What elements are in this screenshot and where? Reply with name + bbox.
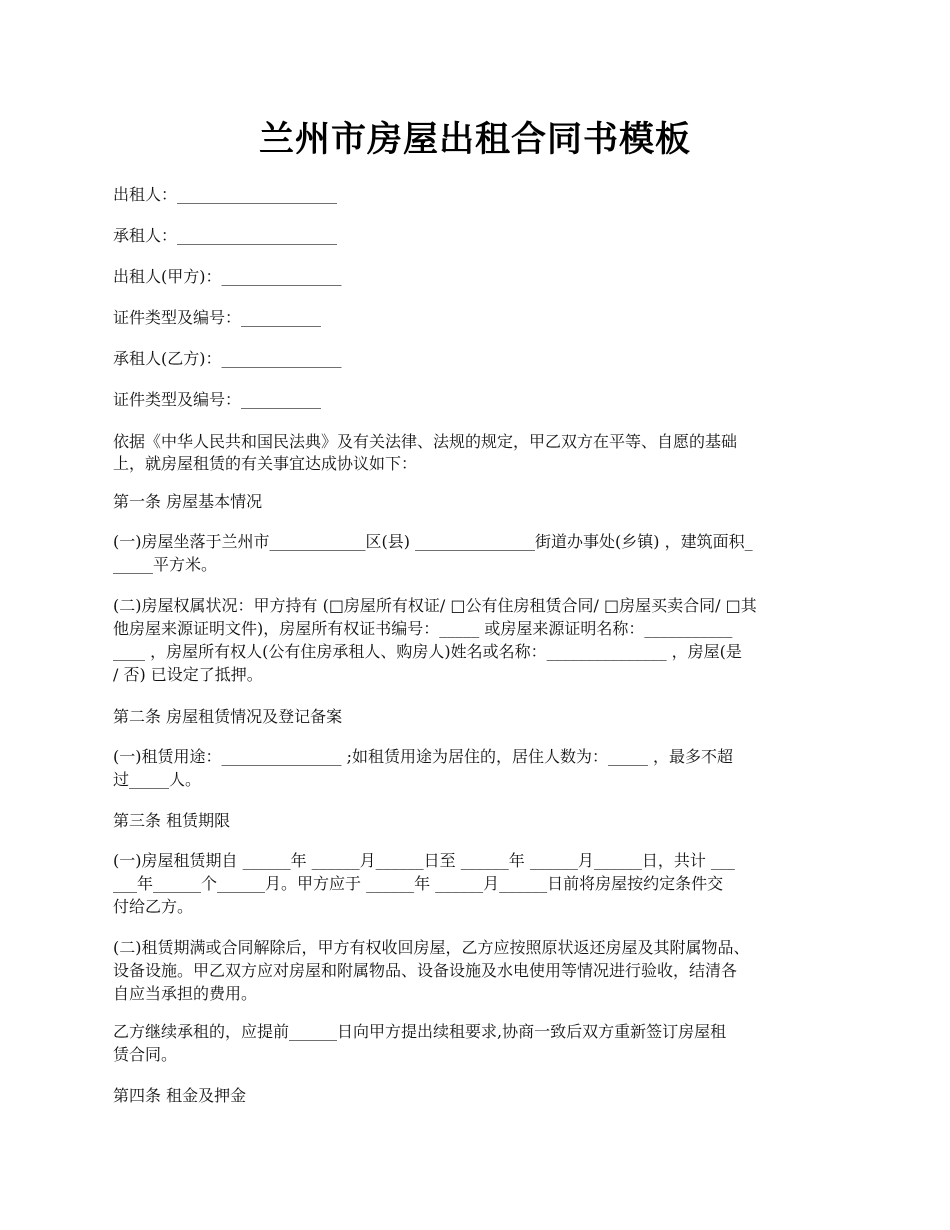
party-b-id-line: 证件类型及编号：__________ [113,390,322,409]
article-3-clause-2-line-2: 设备设施。甲乙双方应对房屋和附属物品、设备设施及水电使用等情况进行验收，结清各 [113,961,738,980]
article-2-clause-1-line-2: 过_____人。 [113,770,202,789]
article-1-clause-1-line-2: _____平方米。 [113,555,218,574]
article-1-clause-2-line-2: 他房屋来源证明文件)，房屋所有权证书编号：_____ 或房屋来源证明名称：___________ [113,619,733,638]
party-a-line: 出租人(甲方)：_______________ [113,267,342,286]
article-4-heading: 第四条 租金及押金 [113,1086,247,1105]
party-b-line: 承租人(乙方)：_______________ [113,349,342,368]
article-2-clause-1-line-1: (一)租赁用途：_______________ ;如租赁用途为居住的，居住人数为：_____ ，最多不超 [113,747,734,766]
article-1-heading: 第一条 房屋基本情况 [113,492,263,511]
preamble-line-2: 上，就房屋租赁的有关事宜达成协议如下： [113,454,418,473]
article-1-clause-2-line-1: (二)房屋权属状况：甲方持有 (□房屋所有权证/ □公有住房租赁合同/ □房屋买卖合同/ □其 [113,596,757,615]
tenant-line: 承租人：____________________ [113,226,338,245]
article-3-heading: 第三条 租赁期限 [113,811,231,830]
renewal-line-1: 乙方继续承租的，应提前______日向甲方提出续租要求,协商一致后双方重新签订房屋租 [113,1022,727,1041]
article-2-heading: 第二条 房屋租赁情况及登记备案 [113,707,343,726]
article-3-clause-1-line-1: (一)房屋租赁期自 ______年 ______月______日至 ______年 ______月______日，共计 ___ [113,851,735,870]
article-3-clause-1-line-2: ___年______个______月。甲方应于 ______年 ______月______日前将房屋按约定条件交 [113,874,724,893]
preamble-line-1: 依据《中华人民共和国民法典》及有关法律、法规的规定，甲乙双方在平等、自愿的基础 [113,432,738,451]
article-1-clause-1-line-1: (一)房屋坐落于兰州市____________区(县) _______________街道办事处(乡镇) ，建筑面积_ [113,532,753,551]
article-1-clause-2-line-4: / 否) 已设定了抵押。 [113,665,263,684]
renewal-line-2: 赁合同。 [113,1045,178,1064]
article-3-clause-1-line-3: 付给乙方。 [113,897,194,916]
article-3-clause-2-line-1: (二)租赁期满或合同解除后，甲方有权收回房屋，乙方应按照原状返还房屋及其附属物品、 [113,938,750,957]
landlord-line: 出租人：____________________ [113,185,338,204]
document-title: 兰州市房屋出租合同书模板 [258,119,691,160]
party-a-id-line: 证件类型及编号：__________ [113,308,322,327]
article-1-clause-2-line-3: ____ ，房屋所有权人(公有住房承租人、购房人)姓名或名称：_______________ ，房屋(是 [113,642,742,661]
article-3-clause-2-line-3: 自应当承担的费用。 [113,984,258,1003]
